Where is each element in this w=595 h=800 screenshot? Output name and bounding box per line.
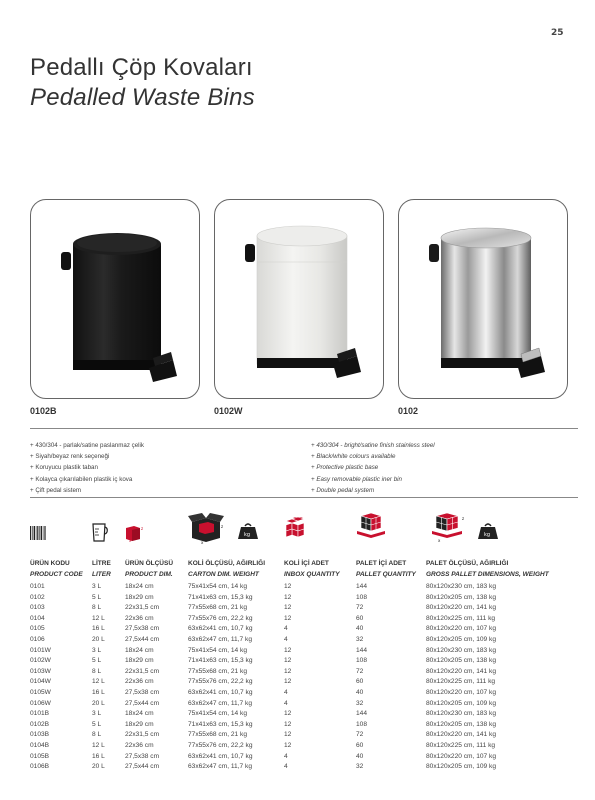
table-cell: 63x62x47 cm, 11,7 kg <box>188 763 253 771</box>
col-header-pallet-qty: PALET İÇİ ADET <box>356 560 407 567</box>
table-cell: 80x120x225 cm, 111 kg <box>426 742 496 749</box>
table-cell: 0104 <box>30 614 45 622</box>
table-row <box>30 594 570 605</box>
table-cell: 16 L <box>92 752 105 760</box>
table-row <box>30 700 570 711</box>
table-cell: 12 <box>284 583 292 590</box>
table-cell: 20 L <box>92 763 105 771</box>
table-cell: 80x120x205 cm, 109 kg <box>426 763 497 771</box>
page-title-en: Pedalled Waste Bins <box>30 84 255 111</box>
table-cell: 63x62x41 cm, 10,7 kg <box>188 625 253 633</box>
table-cell: 12 <box>284 678 292 686</box>
table-cell: 40 <box>356 625 364 633</box>
product-code-chrome: 0102 <box>398 406 419 416</box>
table-cell: 144 <box>356 583 368 590</box>
table-cell: 22x36 cm <box>125 742 154 749</box>
table-cell: 8 L <box>92 731 102 739</box>
table-row <box>30 731 570 742</box>
table-cell: 80x120x220 cm, 141 kg <box>426 604 497 612</box>
table-cell: 80x120x220 cm, 141 kg <box>426 667 497 675</box>
chrome-waste-bin-image <box>399 200 569 400</box>
feature-item: + 430/304 - bright/satine finish stainless steel <box>311 442 435 449</box>
table-cell: 77x55x68 cm, 21 kg <box>188 604 248 612</box>
table-cell: 75x41x54 cm, 14 kg <box>188 710 248 718</box>
table-cell: 0101W <box>30 646 51 654</box>
table-cell: 18x24 cm <box>125 583 154 590</box>
table-cell: 0105W <box>30 689 51 696</box>
table-cell: 80x120x225 cm, 111 kg <box>426 614 496 622</box>
table-cell: 32 <box>356 699 364 707</box>
black-waste-bin-image <box>31 200 201 400</box>
table-cell: 60 <box>356 742 364 749</box>
svg-text:z: z <box>141 526 144 531</box>
table-cell: 0101B <box>30 710 50 718</box>
table-cell: 4 <box>284 699 288 707</box>
table-cell: 0104B <box>30 742 50 749</box>
weight-icon-label: kg <box>244 532 251 538</box>
table-cell: 71x41x63 cm, 15,3 kg <box>188 593 253 601</box>
divider-bottom <box>30 497 578 498</box>
table-cell: 12 <box>284 667 292 675</box>
col-header-liter-en: LITER <box>92 571 111 578</box>
table-cell: 0102B <box>30 720 50 728</box>
table-cell: 63x62x41 cm, 10,7 kg <box>188 752 253 760</box>
table-cell: 60 <box>356 678 364 686</box>
table-cell: 12 <box>284 657 292 665</box>
table-cell: 4 <box>284 625 288 633</box>
table-cell: 0102W <box>30 657 51 665</box>
features-list-tr <box>30 440 144 496</box>
col-header-liter: LİTRE <box>92 560 111 567</box>
table-cell: 22x31,5 cm <box>125 731 160 739</box>
table-cell: 80x120x220 cm, 141 kg <box>426 731 497 739</box>
table-cell: 0105B <box>30 752 50 760</box>
product-card-white <box>214 199 384 399</box>
table-row <box>30 678 570 689</box>
table-row <box>30 657 570 668</box>
table-cell: 63x62x41 cm, 10,7 kg <box>188 689 253 696</box>
table-cell: 3 L <box>92 710 102 718</box>
table-cell: 32 <box>356 763 364 771</box>
table-cell: 12 <box>284 614 292 622</box>
table-cell: 22x36 cm <box>125 614 154 622</box>
col-header-code: ÜRÜN KODU <box>30 560 70 567</box>
product-card-black <box>30 199 200 399</box>
col-header-code-en: PRODUCT CODE <box>30 571 83 578</box>
table-row <box>30 625 570 636</box>
table-cell: 0105 <box>30 625 45 633</box>
divider-top <box>30 428 578 429</box>
col-header-pallet-dim-en: GROSS PALLET DIMENSIONS, WEIGHT <box>426 571 549 578</box>
feature-item: + Protective plastic base <box>311 464 379 472</box>
table-cell: 77x55x76 cm, 22,2 kg <box>188 614 253 622</box>
svg-text:x: x <box>201 540 204 544</box>
table-cell: 71x41x63 cm, 15,3 kg <box>188 657 253 665</box>
table-row <box>30 668 570 679</box>
table-cell: 27,5x44 cm <box>125 763 160 771</box>
product-card-chrome <box>398 199 568 399</box>
table-row <box>30 753 570 764</box>
table-cell: 27,5x38 cm <box>125 689 160 696</box>
table-cell: 75x41x54 cm, 14 kg <box>188 646 248 654</box>
product-box-icon <box>124 522 144 542</box>
table-cell: 144 <box>356 710 368 718</box>
table-cell: 80x120x230 cm, 183 kg <box>426 710 497 718</box>
table-cell: 80x120x205 cm, 109 kg <box>426 636 497 643</box>
col-header-inbox-en: INBOX QUANTITY <box>284 571 340 578</box>
measuring-cup-icon <box>92 522 108 542</box>
feature-item: + Double pedal system <box>311 486 375 494</box>
table-cell: 22x31,5 cm <box>125 667 160 675</box>
table-cell: 12 <box>284 742 292 749</box>
table-cell: 20 L <box>92 636 105 643</box>
table-cell: 0106 <box>30 636 45 643</box>
table-cell: 22x31,5 cm <box>125 604 160 612</box>
feature-item: + 430/304 - parlak/satine paslanmaz çelik <box>30 442 145 449</box>
table-cell: 80x120x205 cm, 109 kg <box>426 699 497 707</box>
product-code-black: 0102B <box>30 406 57 416</box>
table-row <box>30 604 570 615</box>
inbox-quantity-icon <box>284 517 310 539</box>
pallet-quantity-icon <box>355 510 387 540</box>
table-cell: 80x120x205 cm, 138 kg <box>426 593 497 601</box>
table-cell: 108 <box>356 720 368 728</box>
table-cell: 80x120x220 cm, 107 kg <box>426 689 497 696</box>
feature-item: + Black/white colours available <box>311 453 396 461</box>
col-header-pallet-dim: PALET ÖLÇÜSÜ, AĞIRLIĞI <box>426 560 509 567</box>
table-cell: 0103W <box>30 667 51 675</box>
table-cell: 8 L <box>92 604 102 612</box>
pallet-dimensions-icon <box>428 508 466 542</box>
table-row <box>30 615 570 626</box>
table-cell: 77x55x68 cm, 21 kg <box>188 731 248 739</box>
table-row <box>30 763 570 774</box>
white-waste-bin-image <box>215 200 385 400</box>
table-cell: 80x120x205 cm, 138 kg <box>426 657 497 665</box>
table-cell: 12 <box>284 646 292 654</box>
table-cell: 0106B <box>30 763 50 771</box>
table-cell: 80x120x205 cm, 138 kg <box>426 720 497 728</box>
feature-item: + Koruyucu plastik taban <box>30 464 98 472</box>
table-cell: 40 <box>356 752 364 760</box>
feature-item: + Siyah/beyaz renk seçeneği <box>30 453 110 461</box>
table-cell: 80x120x220 cm, 107 kg <box>426 752 497 760</box>
col-header-inbox: KOLİ İÇİ ADET <box>284 560 329 567</box>
table-cell: 4 <box>284 752 288 760</box>
table-cell: 18x29 cm <box>125 720 154 728</box>
page-number: 25 <box>551 28 564 38</box>
svg-text:x: x <box>129 538 132 542</box>
table-row <box>30 689 570 700</box>
table-row <box>30 636 570 647</box>
table-cell: 75x41x54 cm, 14 kg <box>188 583 248 590</box>
table-cell: 18x29 cm <box>125 657 154 665</box>
table-cell: 8 L <box>92 667 102 675</box>
col-header-pallet-qty-en: PALLET QUANTITY <box>356 571 416 578</box>
svg-text:z: z <box>221 524 224 529</box>
table-cell: 77x55x68 cm, 21 kg <box>188 667 248 675</box>
table-cell: 0104W <box>30 678 51 686</box>
gross-weight-icon-label: kg <box>484 532 491 538</box>
table-row <box>30 583 570 594</box>
table-cell: 32 <box>356 636 364 643</box>
feature-item: + Easy removable plastic iner bin <box>311 475 402 483</box>
table-row <box>30 721 570 732</box>
table-cell: 72 <box>356 731 364 739</box>
table-cell: 0101 <box>30 583 45 590</box>
table-cell: 12 <box>284 731 292 739</box>
table-cell: 27,5x44 cm <box>125 699 160 707</box>
table-cell: 12 <box>284 710 292 718</box>
table-cell: 12 L <box>92 614 105 622</box>
table-cell: 108 <box>356 593 368 601</box>
table-cell: 0103B <box>30 731 50 739</box>
table-cell: 0103 <box>30 604 45 612</box>
svg-text:x: x <box>438 538 441 542</box>
table-cell: 12 <box>284 604 292 612</box>
table-cell: 12 L <box>92 678 105 686</box>
barcode-icon <box>30 526 46 540</box>
table-cell: 4 <box>284 636 288 643</box>
table-cell: 60 <box>356 614 364 622</box>
table-cell: 72 <box>356 604 364 612</box>
table-cell: 16 L <box>92 625 105 633</box>
table-cell: 0106W <box>30 699 51 707</box>
table-cell: 16 L <box>92 689 105 696</box>
table-cell: 3 L <box>92 583 102 590</box>
table-cell: 12 L <box>92 742 105 749</box>
table-cell: 108 <box>356 657 368 665</box>
table-cell: 27,5x44 cm <box>125 636 160 643</box>
table-cell: 27,5x38 cm <box>125 752 160 760</box>
table-cell: 63x62x47 cm, 11,7 kg <box>188 699 253 707</box>
table-cell: 5 L <box>92 720 102 728</box>
table-cell: 0102 <box>30 593 45 601</box>
feature-item: + Çift pedal sistem <box>30 486 82 494</box>
table-cell: 80x120x230 cm, 183 kg <box>426 583 497 590</box>
table-cell: 72 <box>356 667 364 675</box>
table-cell: 12 <box>284 593 292 601</box>
svg-text:z: z <box>462 516 465 521</box>
table-cell: 80x120x225 cm, 111 kg <box>426 678 496 686</box>
col-header-product-dim: ÜRÜN ÖLÇÜSÜ <box>125 560 174 567</box>
table-cell: 4 <box>284 689 288 696</box>
table-cell: 63x62x47 cm, 11,7 kg <box>188 636 253 643</box>
table-cell: 77x55x76 cm, 22,2 kg <box>188 742 253 749</box>
table-row <box>30 742 570 753</box>
carton-box-icon <box>188 512 226 544</box>
table-cell: 20 L <box>92 699 105 707</box>
table-cell: 40 <box>356 689 364 696</box>
table-cell: 80x120x230 cm, 183 kg <box>426 646 497 654</box>
table-cell: 80x120x220 cm, 107 kg <box>426 625 497 633</box>
table-cell: 18x24 cm <box>125 710 154 718</box>
table-cell: 144 <box>356 646 368 654</box>
features-list-en <box>311 440 435 496</box>
table-cell: 5 L <box>92 657 102 665</box>
table-cell: 3 L <box>92 646 102 654</box>
col-header-product-dim-en: PRODUCT DIM. <box>125 571 173 578</box>
table-cell: 4 <box>284 763 288 771</box>
table-cell: 22x36 cm <box>125 678 154 686</box>
table-cell: 12 <box>284 720 292 728</box>
table-cell: 18x29 cm <box>125 593 154 601</box>
table-cell: 18x24 cm <box>125 646 154 654</box>
page-title-tr: Pedallı Çöp Kovaları <box>30 54 253 81</box>
weight-icon <box>237 522 259 540</box>
table-cell: 77x55x76 cm, 22,2 kg <box>188 678 253 686</box>
table-row <box>30 647 570 658</box>
gross-weight-icon <box>477 522 499 540</box>
feature-item: + Kolayca çıkarılabilen plastik iç kova <box>30 475 133 483</box>
table-row <box>30 710 570 721</box>
col-header-carton-en: CARTON DIM. WEIGHT <box>188 571 259 578</box>
table-cell: 27,5x38 cm <box>125 625 160 633</box>
table-cell: 5 L <box>92 593 102 601</box>
col-header-carton: KOLİ ÖLÇÜSÜ, AĞIRLIĞI <box>188 560 266 567</box>
product-code-white: 0102W <box>214 406 243 416</box>
table-cell: 71x41x63 cm, 15,3 kg <box>188 720 253 728</box>
